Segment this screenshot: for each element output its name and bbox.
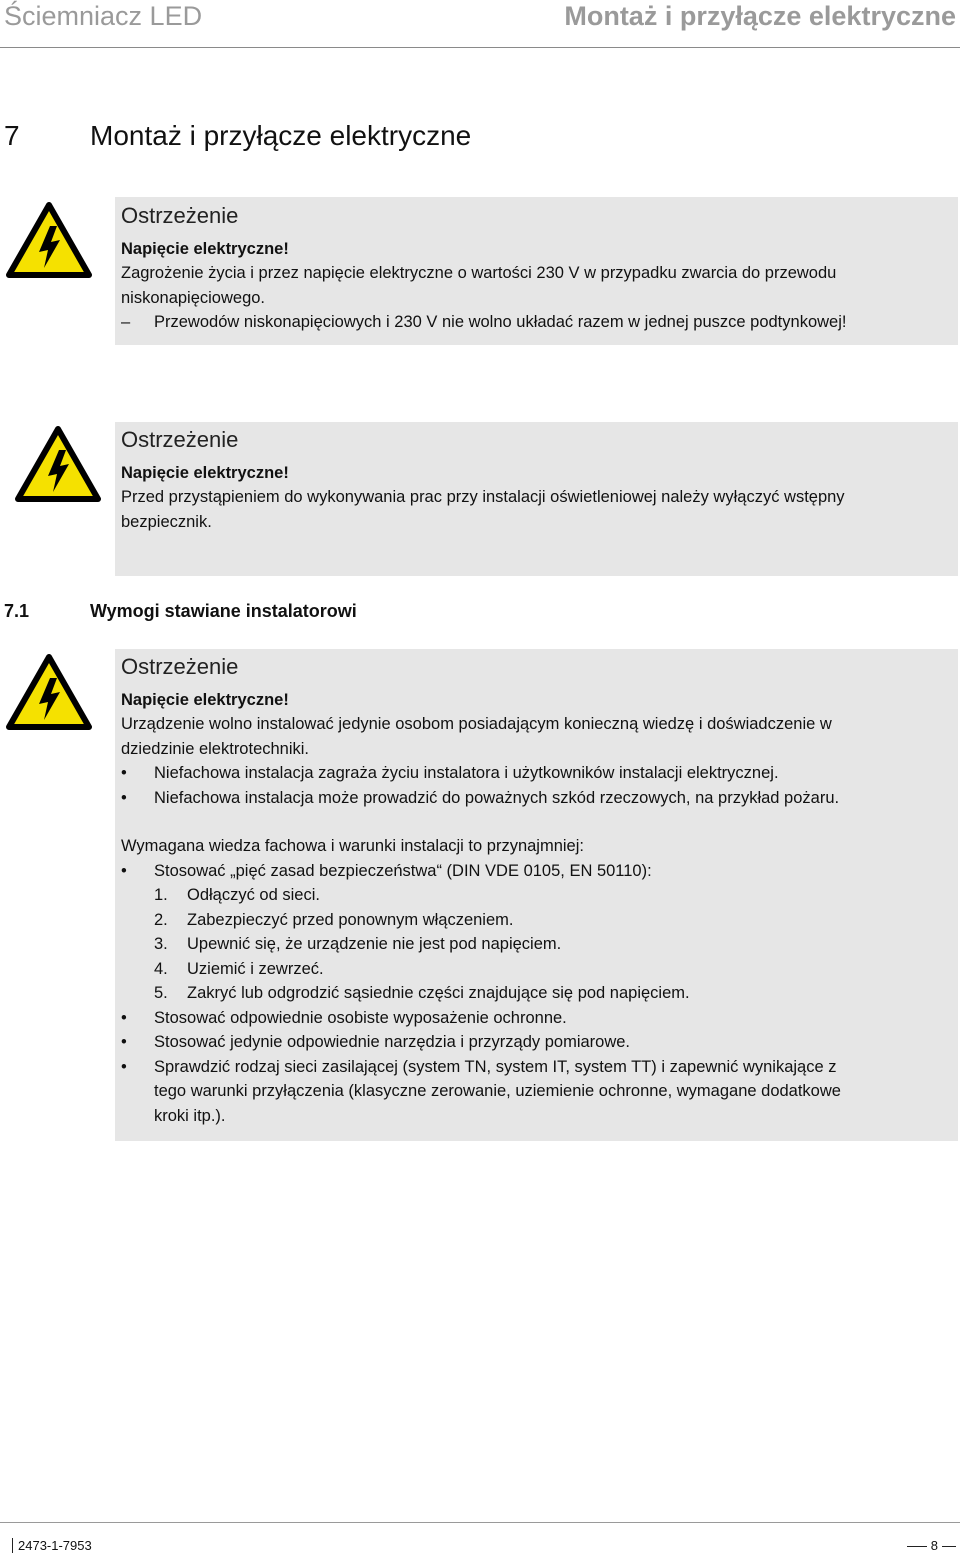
electric-voltage-warning-icon [15,426,101,502]
warning-title: Ostrzeżenie [121,203,239,228]
warning-text: niskonapięciowego. [121,288,266,307]
bullet-item-continued: tego warunki przyłączenia (klasyczne zerowanie, uziemienie ochronne, wymagane dodatkowe [154,1082,841,1100]
electric-voltage-warning-icon [6,654,92,730]
bullet-item: • Stosować „pięć zasad bezpieczeństwa“ (DIN VDE 0105, EN 50110): [121,861,652,880]
section-heading [4,601,357,622]
safety-rule-item: 4. Uziemić i zewrzeć. [154,959,324,978]
warning-text: Urządzenie wolno instalować jedynie osobom posiadającym konieczną wiedzę i doświadczenie w [121,715,832,733]
chapter-heading [4,120,471,152]
chapter-title: Montaż i przyłącze elektryczne [90,120,472,151]
bullet-item-continued: kroki itp.). [154,1106,226,1125]
section-title: Wymogi stawiane instalatorowi [90,601,357,621]
bullet-item: • Stosować odpowiednie osobiste wyposażenie ochronne. [121,1008,567,1027]
warning-subtitle: Napięcie elektryczne! [121,464,289,482]
safety-rule-item: 2. Zabezpieczyć przed ponownym włączeniem. [154,910,514,929]
warning-dash-item: – Przewodów niskonapięciowych i 230 V nie wolno układać razem w jednej puszce podtynkowej! [121,313,847,331]
section-number: 7.1 [4,601,30,621]
bullet-item: • Stosować jedynie odpowiednie narzędzia i przyrządy pomiarowe. [121,1033,631,1051]
chapter-number: 7 [4,120,20,151]
warning-title: Ostrzeżenie [121,654,239,679]
knowledge-intro: Wymagana wiedza fachowa i warunki instalacji to przynajmniej: [121,837,584,855]
footer-page-number: 8 [907,1538,956,1553]
warning-text: bezpiecznik. [121,512,212,531]
bullet-item: • Niefachowa instalacja może prowadzić do poważnych szkód rzeczowych, na przykład pożaru. [121,788,840,807]
header-product-name: Ściemniacz LED [4,1,203,31]
safety-rule-item: 3. Upewnić się, że urządzenie nie jest pod napięciem. [154,935,562,953]
warning-text: dziedzinie elektrotechniki. [121,739,310,758]
warning-box-fuse [115,422,958,576]
warning-box-installer-requirements [115,649,958,1141]
warning-text: Zagrożenie życia i przez napięcie elektryczne o wartości 230 V w przypadku zwarcia do przewodu [121,264,837,282]
warning-text: Przed przystąpieniem do wykonywania prac przy instalacji oświetleniowej należy wyłączyć wstępny [121,488,845,506]
warning-subtitle: Napięcie elektryczne! [121,691,289,709]
page-header [0,0,960,48]
electric-voltage-warning-icon [6,202,92,278]
warning-box-short-circuit [115,197,958,345]
footer-doc-number: 2473-1-7953 [12,1538,92,1553]
safety-rule-item: 5. Zakryć lub odgrodzić sąsiednie części znajdujące się pod napięciem. [154,984,690,1002]
safety-rule-item: 1. Odłączyć od sieci. [154,886,320,904]
warning-subtitle: Napięcie elektryczne! [121,240,289,258]
header-section-title: Montaż i przyłącze elektryczne [564,1,956,31]
warning-title: Ostrzeżenie [121,427,239,452]
bullet-item: • Sprawdzić rodzaj sieci zasilającej (system TN, system IT, system TT) i zapewnić wynikające z [121,1057,837,1076]
footer-divider [0,1522,960,1523]
bullet-item: • Niefachowa instalacja zagraża życiu instalatora i użytkowników instalacji elektrycznej. [121,764,779,782]
